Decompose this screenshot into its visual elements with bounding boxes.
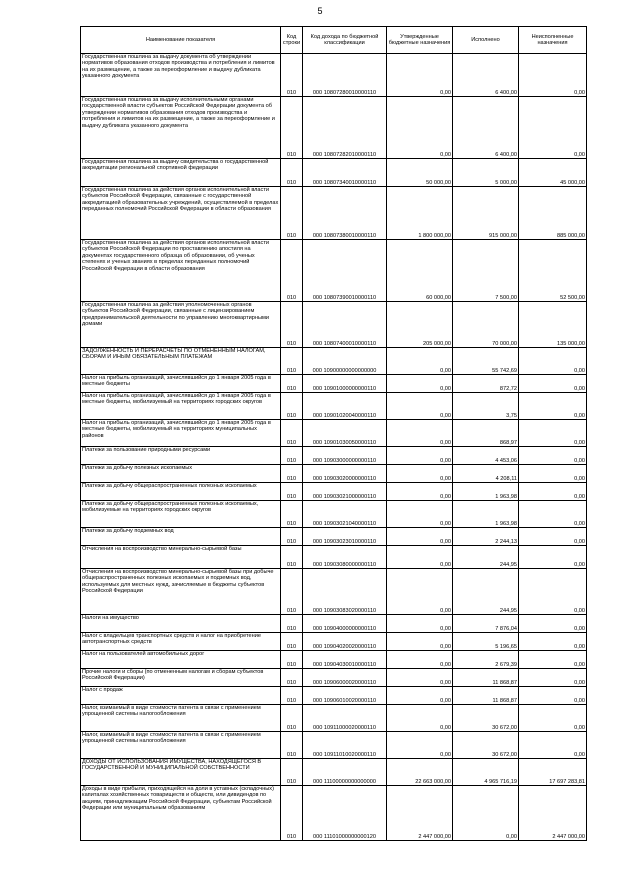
row-approved: 0,00 [387,687,453,705]
row-executed: 30 672,00 [453,732,519,759]
table-row [81,501,587,528]
row-name: Налоги на имущество [81,615,281,633]
row-unexecuted: 0,00 [519,705,587,732]
row-income-code: 000 10911000020000110 [303,705,387,732]
table-row [81,528,587,546]
row-unexecuted: 45 000,00 [519,159,587,187]
row-code: 010 [281,302,303,348]
row-executed: 30 672,00 [453,705,519,732]
row-unexecuted: 0,00 [519,420,587,447]
header-row [81,27,587,54]
row-income-code: 000 10906010020000110 [303,687,387,705]
row-approved: 0,00 [387,669,453,687]
row-code: 010 [281,420,303,447]
row-approved: 0,00 [387,465,453,483]
row-unexecuted: 0,00 [519,375,587,393]
row-approved: 0,00 [387,546,453,569]
table-row [81,375,587,393]
row-executed: 4 453,06 [453,447,519,465]
row-approved: 0,00 [387,97,453,159]
row-name: Отчисления на воспроизводство минерально-сырьевой базы [81,546,281,569]
table-row [81,651,587,669]
row-approved: 60 000,00 [387,240,453,302]
income-report-table [80,26,587,841]
row-executed: 244,95 [453,546,519,569]
row-income-code: 000 10807400010000110 [303,302,387,348]
row-unexecuted: 0,00 [519,633,587,651]
header-approved: Утвержденные бюджетные назначения [387,27,453,54]
table-row [81,732,587,759]
row-income-code: 000 10901020040000110 [303,393,387,420]
row-income-code: 000 10903083020000110 [303,569,387,615]
row-unexecuted: 0,00 [519,687,587,705]
row-income-code: 000 10904030010000110 [303,651,387,669]
table-row [81,615,587,633]
row-name: Налог с продаж [81,687,281,705]
row-executed: 244,95 [453,569,519,615]
row-income-code: 000 10911010020000110 [303,732,387,759]
row-code: 010 [281,546,303,569]
row-executed: 11 868,87 [453,687,519,705]
row-name: Платежи за пользование природными ресурсами [81,447,281,465]
row-name: Платежи за добычу полезных ископаемых [81,465,281,483]
row-name: Государственная пошлина за действия органов исполнительной власти субъектов Российской Федерации, связанные с государственной аккредитацией образовательных учреждений, осуществляемой в пределах переданных полномочий Российской Федерации в области образования [81,187,281,240]
row-executed: 2 244,13 [453,528,519,546]
row-approved: 0,00 [387,447,453,465]
row-unexecuted: 0,00 [519,447,587,465]
header-income-code: Код дохода по бюджетной классификации [303,27,387,54]
row-unexecuted: 0,00 [519,615,587,633]
row-name: Государственная пошлина за действия уполномоченных органов субъектов Российской Федерации, связанные с лицензированием предпринимательской деятельности по управлению многоквартирными домами [81,302,281,348]
row-code: 010 [281,501,303,528]
row-name: Доходы в виде прибыли, приходящейся на доли в уставных (складочных) капиталах хозяйственных товариществ и обществ, или дивидендов по акциям, принадлежащим Российской Федерации, субъектам Российской Федерации или муниципальным образованиям [81,786,281,841]
row-unexecuted: 2 447 000,00 [519,786,587,841]
row-approved: 0,00 [387,633,453,651]
row-code: 010 [281,651,303,669]
table-row [81,465,587,483]
table-row [81,187,587,240]
row-code: 010 [281,447,303,465]
table-row [81,393,587,420]
row-executed: 0,00 [453,786,519,841]
row-unexecuted: 17 697 283,81 [519,759,587,786]
row-unexecuted: 0,00 [519,393,587,420]
row-code: 010 [281,97,303,159]
table-row [81,159,587,187]
row-unexecuted: 0,00 [519,54,587,97]
row-executed: 55 742,69 [453,348,519,375]
row-income-code: 000 10901030050000110 [303,420,387,447]
row-name: Налог на прибыль организаций, зачислявшийся до 1 января 2005 года в местные бюджеты, мобилизуемый на территориях городских округов [81,393,281,420]
row-approved: 0,00 [387,375,453,393]
row-unexecuted: 0,00 [519,528,587,546]
row-income-code: 000 10904020020000110 [303,633,387,651]
table-row [81,302,587,348]
row-income-code: 000 11100000000000000 [303,759,387,786]
row-name: Государственная пошлина за выдачу свидетельства о государственной аккредитации региональной спортивной федерации [81,159,281,187]
row-income-code: 000 10906000020000110 [303,669,387,687]
header-name: Наименование показателя [81,27,281,54]
row-code: 010 [281,348,303,375]
header-code: Код строки [281,27,303,54]
row-executed: 7 876,04 [453,615,519,633]
row-name: Налог на прибыль организаций, зачислявшийся до 1 января 2005 года в местные бюджеты, мобилизуемый на территориях муниципальных районов [81,420,281,447]
row-income-code: 000 10904000000000110 [303,615,387,633]
row-code: 010 [281,393,303,420]
page-number: 5 [317,6,323,16]
row-name: Налог на прибыль организаций, зачислявшийся до 1 января 2005 года в местные бюджеты [81,375,281,393]
table-row [81,447,587,465]
table-row [81,669,587,687]
table-row [81,759,587,786]
row-income-code: 000 10807380010000110 [303,187,387,240]
row-approved: 0,00 [387,569,453,615]
header-executed: Исполнено [453,27,519,54]
row-name: ЗАДОЛЖЕННОСТЬ И ПЕРЕРАСЧЕТЫ ПО ОТМЕНЕННЫМ НАЛОГАМ, СБОРАМ И ИНЫМ ОБЯЗАТЕЛЬНЫМ ПЛАТЕЖАМ [81,348,281,375]
row-income-code: 000 10807280010000110 [303,54,387,97]
row-name: Государственная пошлина за выдачу документа об утверждении нормативов образования отходов производства и потребления и лимитов на их размещение, а также за переоформление и выдачу дубликата указанного документа [81,54,281,97]
row-code: 010 [281,786,303,841]
row-executed: 872,72 [453,375,519,393]
row-income-code: 000 10903020000000110 [303,465,387,483]
row-code: 010 [281,187,303,240]
row-income-code: 000 10903023010000110 [303,528,387,546]
row-approved: 0,00 [387,501,453,528]
table-row [81,97,587,159]
row-income-code: 000 10807390010000110 [303,240,387,302]
row-name: ДОХОДЫ ОТ ИСПОЛЬЗОВАНИЯ ИМУЩЕСТВА, НАХОДЯЩЕГОСЯ В ГОСУДАРСТВЕННОЙ И МУНИЦИПАЛЬНОЙ СОБСТВЕННОСТИ [81,759,281,786]
table-row [81,348,587,375]
row-code: 010 [281,633,303,651]
row-executed: 1 963,98 [453,483,519,501]
table-row [81,240,587,302]
row-code: 010 [281,615,303,633]
row-approved: 0,00 [387,732,453,759]
row-unexecuted: 0,00 [519,501,587,528]
table-row [81,54,587,97]
row-code: 010 [281,569,303,615]
row-executed: 5 196,65 [453,633,519,651]
row-name: Прочие налоги и сборы (по отмененным налогам и сборам субъектов Российской Федерации) [81,669,281,687]
row-code: 010 [281,240,303,302]
row-approved: 2 447 000,00 [387,786,453,841]
row-approved: 0,00 [387,54,453,97]
row-approved: 0,00 [387,705,453,732]
row-unexecuted: 0,00 [519,732,587,759]
row-unexecuted: 885 000,00 [519,187,587,240]
row-code: 010 [281,705,303,732]
row-income-code: 000 10903000000000110 [303,447,387,465]
header-unexecuted: Неисполненные назначения [519,27,587,54]
row-name: Платежи за добычу общераспространенных полезных ископаемых [81,483,281,501]
row-approved: 0,00 [387,420,453,447]
row-code: 010 [281,465,303,483]
row-approved: 0,00 [387,393,453,420]
row-executed: 868,97 [453,420,519,447]
row-unexecuted: 0,00 [519,546,587,569]
row-unexecuted: 0,00 [519,669,587,687]
row-unexecuted: 0,00 [519,651,587,669]
row-name: Платежи за добычу общераспространенных полезных ископаемых, мобилизуемые на территориях городских округов [81,501,281,528]
row-executed: 70 000,00 [453,302,519,348]
row-unexecuted: 0,00 [519,569,587,615]
row-income-code: 000 10903080000000110 [303,546,387,569]
row-code: 010 [281,54,303,97]
row-approved: 0,00 [387,615,453,633]
row-executed: 5 000,00 [453,159,519,187]
table-row [81,705,587,732]
table-row [81,569,587,615]
row-name: Налог, взимаемый в виде стоимости патента в связи с применением упрощенной системы налогообложения [81,705,281,732]
table-row [81,420,587,447]
row-unexecuted: 0,00 [519,465,587,483]
row-executed: 6 400,00 [453,54,519,97]
row-name: Государственная пошлина за действия органов исполнительной власти субъектов Российской Федерации по проставлению апостиля на документах государственного образца об образовании, об ученых степенях и ученых званиях в пределах переданных полномочий Российской Федерации в области образования [81,240,281,302]
table-row [81,633,587,651]
row-unexecuted: 52 500,00 [519,240,587,302]
row-executed: 7 500,00 [453,240,519,302]
row-code: 010 [281,669,303,687]
row-unexecuted: 0,00 [519,483,587,501]
row-approved: 50 000,00 [387,159,453,187]
row-income-code: 000 10900000000000000 [303,348,387,375]
row-name: Налог на пользователей автомобильных дорог [81,651,281,669]
row-approved: 1 800 000,00 [387,187,453,240]
table-row [81,483,587,501]
row-income-code: 000 11101000000000120 [303,786,387,841]
row-code: 010 [281,687,303,705]
row-executed: 4 208,11 [453,465,519,483]
row-name: Платежи за добычу подземных вод [81,528,281,546]
row-code: 010 [281,732,303,759]
row-income-code: 000 10903021040000110 [303,501,387,528]
row-unexecuted: 135 000,00 [519,302,587,348]
row-approved: 0,00 [387,651,453,669]
table-row [81,546,587,569]
row-executed: 2 679,39 [453,651,519,669]
row-executed: 11 868,87 [453,669,519,687]
row-income-code: 000 10807282010000110 [303,97,387,159]
row-executed: 4 965 716,19 [453,759,519,786]
row-executed: 1 963,98 [453,501,519,528]
row-name: Отчисления на воспроизводство минерально-сырьевой базы при добыче общераспространенных полезных ископаемых и подземных вод, используемых для местных нужд, зачисляемые в бюджеты субъектов Российской Федерации [81,569,281,615]
row-code: 010 [281,759,303,786]
table-row [81,786,587,841]
row-approved: 22 663 000,00 [387,759,453,786]
row-executed: 6 400,00 [453,97,519,159]
row-code: 010 [281,528,303,546]
row-name: Налог, взимаемый в виде стоимости патента в связи с применением упрощенной системы налогообложения [81,732,281,759]
row-approved: 0,00 [387,528,453,546]
row-unexecuted: 0,00 [519,348,587,375]
row-code: 010 [281,159,303,187]
row-executed: 915 000,00 [453,187,519,240]
row-code: 010 [281,483,303,501]
row-name: Налог с владельцев транспортных средств и налог на приобретение автотранспортных средств [81,633,281,651]
row-name: Государственная пошлина за выдачу исполнительными органами государственной власти субъектов Российской Федерации документа об утверждении нормативов образования отходов производства и потребления и лимитов на их размещение, а также за переоформление и выдачу дубликата указанного документа [81,97,281,159]
row-income-code: 000 10807340010000110 [303,159,387,187]
row-approved: 205 000,00 [387,302,453,348]
row-executed: 3,75 [453,393,519,420]
row-approved: 0,00 [387,348,453,375]
row-approved: 0,00 [387,483,453,501]
table-row [81,687,587,705]
row-income-code: 000 10901000000000110 [303,375,387,393]
row-unexecuted: 0,00 [519,97,587,159]
row-income-code: 000 10903021000000110 [303,483,387,501]
row-code: 010 [281,375,303,393]
